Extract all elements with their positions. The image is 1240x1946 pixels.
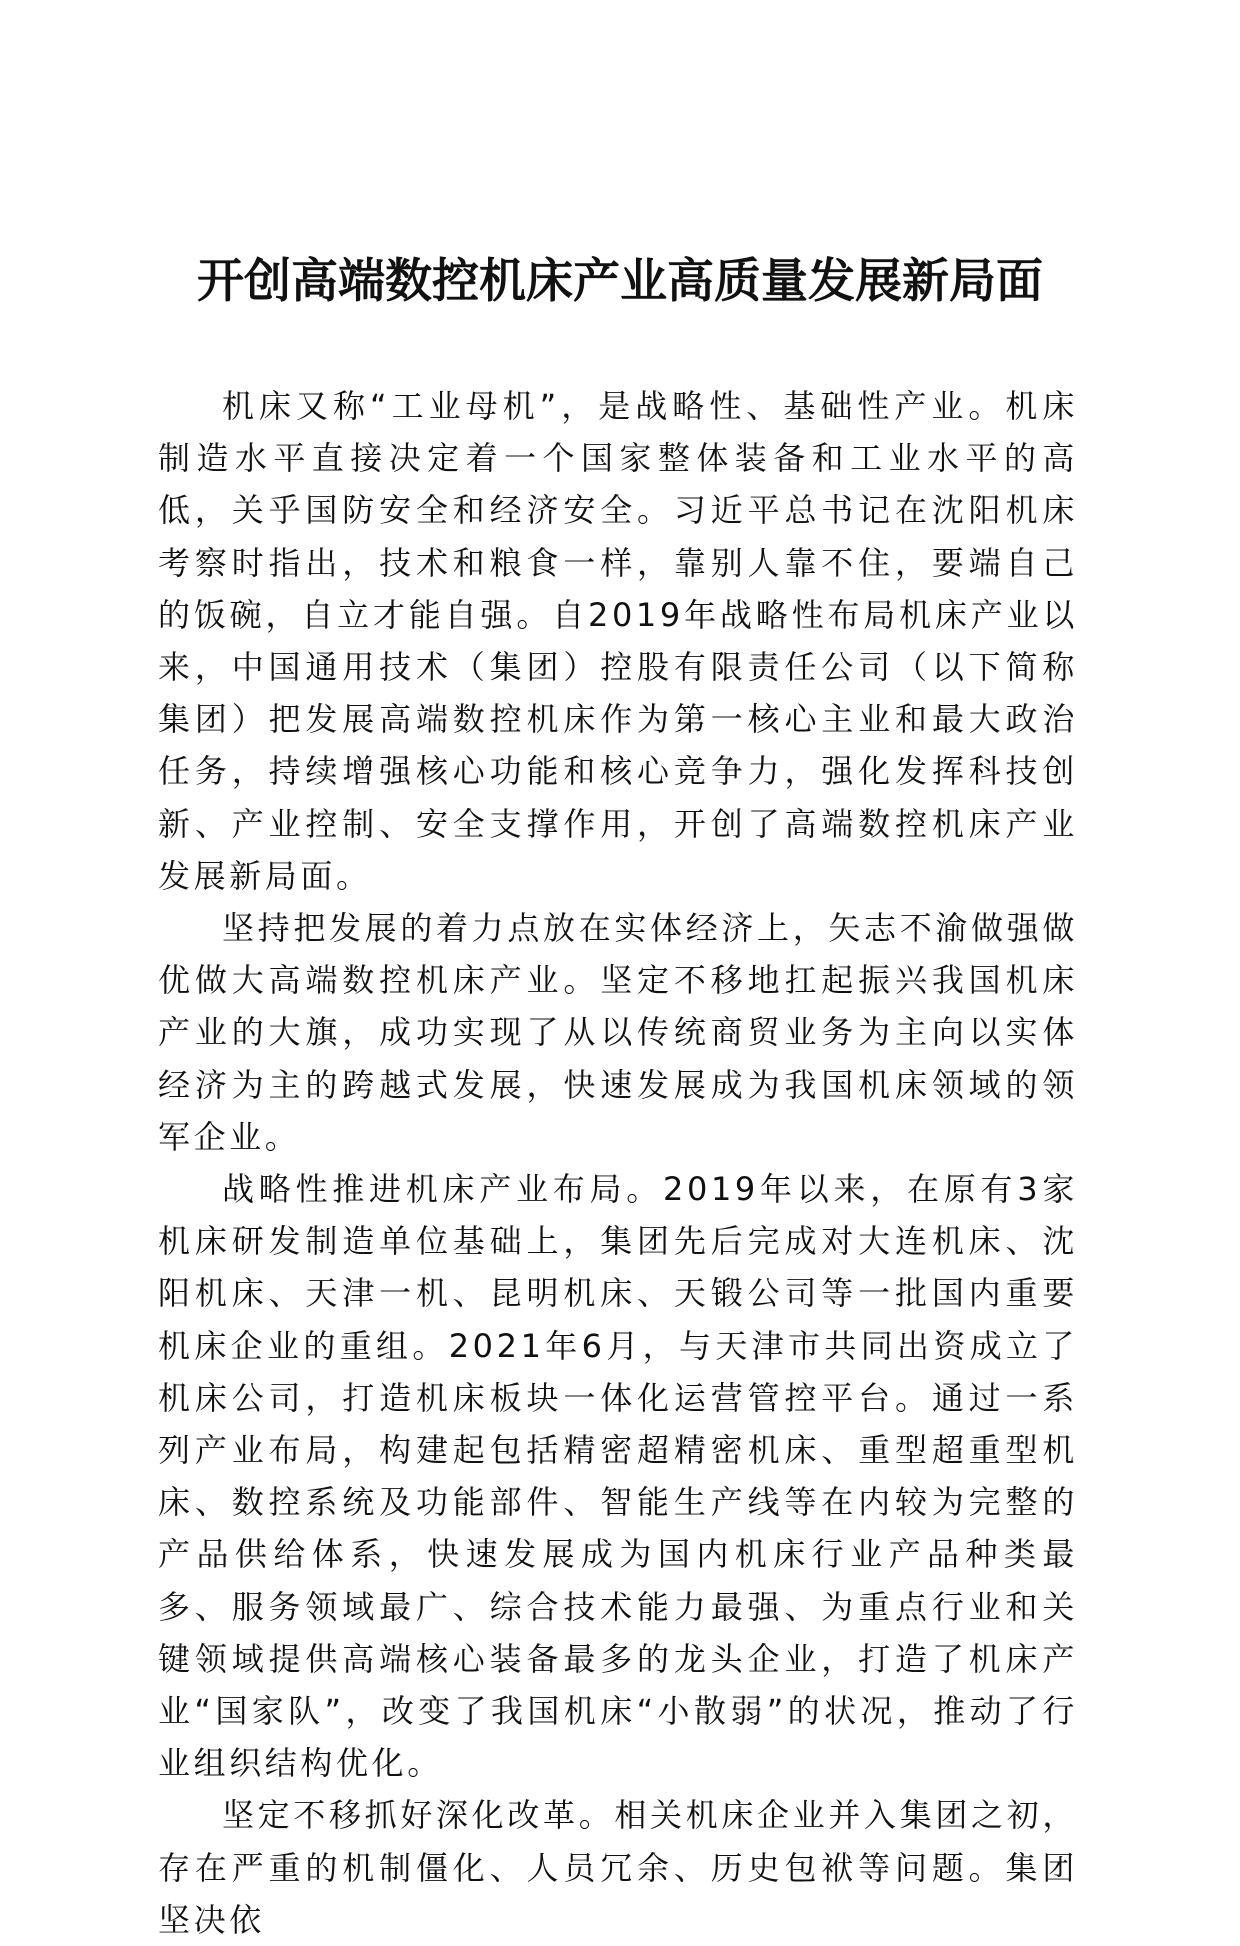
- paragraph-3: 战略性推进机床产业布局。2019年以来，在原有3家机床研发制造单位基础上，集团先后完成对大连机床、沈阳机床、天津一机、昆明机床、天锻公司等一批国内重要机床企业的重组。2021年6月，与天津市共同出资成立了机床公司，打造机床板块一体化运营管控平台。通过一系列产业布局，构建起包括精密超精密机床、重型超重型机床、数控系统及功能部件、智能生产线等在内较为完整的产品供给体系，快速发展成为国内机床行业产品种类最多、服务领域最广、综合技术能力最强、为重点行业和关键领域提供高端核心装备最多的龙头企业，打造了机床产业“国家队”，改变了我国机床“小散弱”的状况，推动了行业组织结构优化。: [158, 1170, 1078, 1783]
- paragraph-1: 机床又称“工业母机”，是战略性、基础性产业。机床制造水平直接决定着一个国家整体装备和工业水平的高低，关乎国防安全和经济安全。习近平总书记在沈阳机床考察时指出，技术和粮食一样，靠别人靠不住，要端自己的饭碗，自立才能自强。自2019年战略性布局机床产业以来，中国通用技术（集团）控股有限责任公司（以下简称集团）把发展高端数控机床作为第一核心主业和最大政治任务，持续增强核心功能和核心竞争力，强化发挥科技创新、产业控制、安全支撑作用，开创了高端数控机床产业发展新局面。: [158, 387, 1078, 895]
- document-body: [158, 380, 1078, 1946]
- paragraph-4: 坚定不移抓好深化改革。相关机床企业并入集团之初，存在严重的机制僵化、人员冗余、历史包袱等问题。集团坚决依: [158, 1796, 1078, 1939]
- paragraph-2: 坚持把发展的着力点放在实体经济上，矢志不渝做强做优做大高端数控机床产业。坚定不移地扛起振兴我国机床产业的大旗，成功实现了从以传统商贸业务为主向以实体经济为主的跨越式发展，快速发展成为我国机床领域的领军企业。: [158, 909, 1078, 1156]
- document-title: 开创高端数控机床产业高质量发展新局面: [197, 254, 1043, 309]
